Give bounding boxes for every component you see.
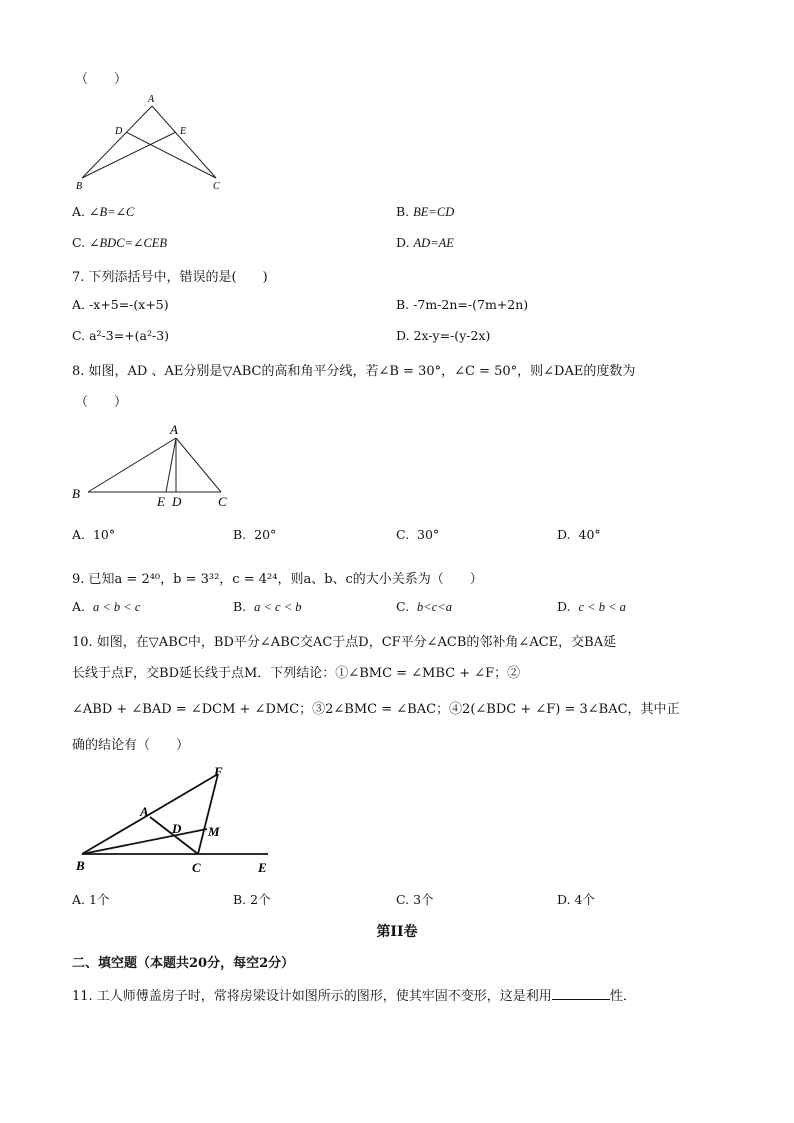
q6-label-e: E bbox=[180, 126, 187, 137]
q10-option-a[interactable]: A. 1个 bbox=[72, 892, 110, 907]
section2-heading: 二、填空题（本题共20分，每空2分） bbox=[72, 956, 295, 971]
q10-option-d[interactable]: D. 4个 bbox=[557, 892, 595, 907]
q9-option-c[interactable]: C. b<c<a bbox=[396, 599, 452, 614]
q8-label-d: D bbox=[172, 494, 182, 509]
q8-option-d[interactable]: D. 40° bbox=[557, 527, 601, 542]
q11-text-before: 11. 工人师傅盖房子时，常将房梁设计如图所示的图形，使其牢固不变形，这是利用 bbox=[72, 989, 552, 1004]
q8-figure bbox=[68, 418, 238, 516]
q7-option-d[interactable]: D. 2x-y=-(y-2x) bbox=[396, 328, 491, 343]
q7-stem: 7. 下列添括号中，错误的是( ) bbox=[72, 270, 268, 285]
q9-option-d[interactable]: D. c < b < a bbox=[557, 599, 626, 614]
q6-option-c[interactable]: C. ∠BDC=∠CEB bbox=[72, 235, 168, 250]
q10-option-b[interactable]: B. 2个 bbox=[233, 892, 271, 907]
q8-label-a: A bbox=[170, 422, 178, 437]
q6-option-a[interactable]: A. ∠B=∠C bbox=[72, 204, 135, 219]
q10-line2: 长线于点F，交BD延长线于点M．下列结论：①∠BMC = ∠MBC + ∠F；② bbox=[72, 666, 521, 681]
q10-line3: ∠ABD + ∠BAD = ∠DCM + ∠DMC；③2∠BMC = ∠BAC；④2(∠BDC + ∠F) = 3∠BAC，其中正 bbox=[72, 702, 680, 717]
q6-label-a: A bbox=[148, 94, 155, 105]
q11-stem bbox=[72, 985, 636, 1004]
q6-label-b: B bbox=[76, 181, 83, 192]
q10-line4: 确的结论有（ ） bbox=[72, 738, 190, 753]
q8-option-a[interactable]: A. 10° bbox=[72, 527, 116, 542]
q11-text-after: 性． bbox=[609, 989, 636, 1004]
q6-label-d: D bbox=[115, 126, 123, 137]
q6-option-b[interactable]: B. BE=CD bbox=[396, 204, 455, 219]
q10-label-d: D bbox=[172, 821, 182, 836]
q6-option-d[interactable]: D. AD=AE bbox=[396, 235, 454, 250]
q9-option-a[interactable]: A. a < b < c bbox=[72, 599, 141, 614]
q6-figure bbox=[70, 90, 230, 195]
q10-label-f: F bbox=[214, 764, 223, 779]
q6-paren: （ ） bbox=[75, 72, 128, 87]
q8-stem: 8. 如图，AD 、AE分别是▽ABC的高和角平分线，若∠B = 30°，∠C = 50°，则∠DAE的度数为 bbox=[72, 364, 636, 379]
q7-option-a[interactable]: A. -x+5=-(x+5) bbox=[72, 297, 169, 312]
q10-option-c[interactable]: C. 3个 bbox=[396, 892, 434, 907]
q8-label-c: C bbox=[218, 494, 227, 509]
q8-paren: （ ） bbox=[75, 395, 128, 410]
q10-label-e: E bbox=[258, 860, 267, 875]
volume-title: 第II卷 bbox=[376, 924, 418, 940]
q7-option-c[interactable]: C. a²-3=+(a²-3) bbox=[72, 328, 170, 343]
q9-stem: 9. 已知a = 2⁴⁰，b = 3³²，c = 4²⁴，则a、b、c的大小关系为（ ） bbox=[72, 572, 483, 587]
q10-figure bbox=[68, 758, 283, 880]
q8-option-c[interactable]: C. 30° bbox=[396, 527, 440, 542]
q8-label-e: E bbox=[157, 494, 165, 509]
q10-label-a: A bbox=[140, 804, 149, 819]
q9-option-b[interactable]: B. a < c < b bbox=[233, 599, 302, 614]
q10-line1: 10. 如图，在▽ABC中，BD平分∠ABC交AC于点D，CF平分∠ACB的邻补角∠ACE，交BA延 bbox=[72, 635, 617, 650]
q8-option-b[interactable]: B. 20° bbox=[233, 527, 277, 542]
q10-label-b: B bbox=[76, 858, 85, 873]
q6-label-c: C bbox=[213, 181, 220, 192]
q10-label-c: C bbox=[192, 860, 201, 875]
q8-label-b: B bbox=[72, 486, 80, 501]
q7-option-b[interactable]: B. -7m-2n=-(7m+2n) bbox=[396, 297, 529, 312]
q11-answer-blank[interactable] bbox=[552, 987, 610, 1000]
q10-label-m: M bbox=[208, 824, 220, 839]
